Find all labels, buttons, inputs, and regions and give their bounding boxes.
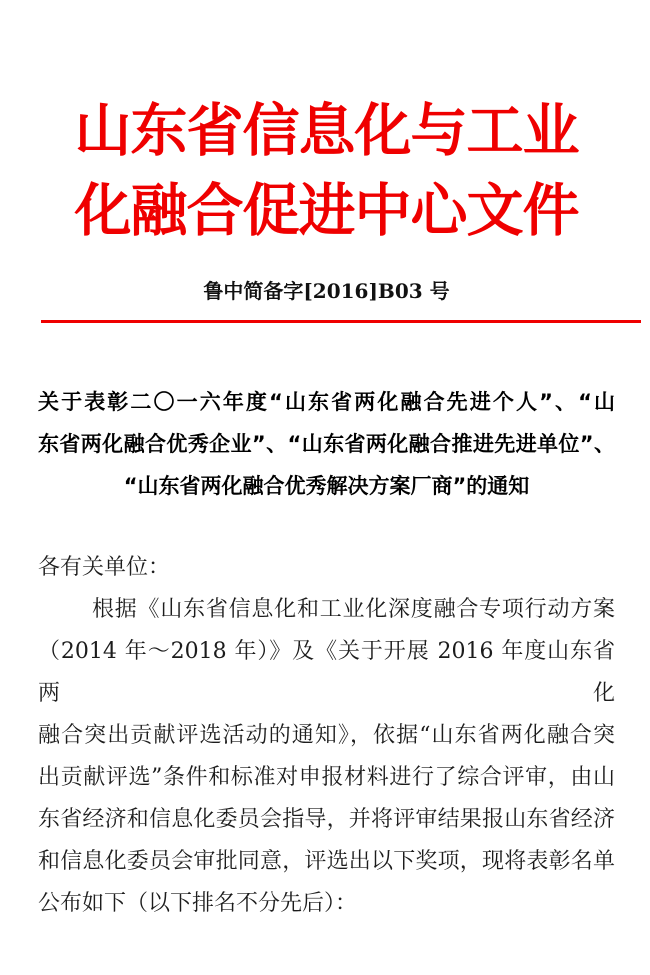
body-text: [38, 547, 615, 925]
org-title-banner: [38, 91, 615, 251]
paragraph-line: （2014 年～2018 年）》及《关于开展 2016 年度山东省两化: [38, 639, 615, 706]
notice-title-line-2: 东省两化融合优秀企业”、“山东省两化融合推进先进单位”、: [38, 432, 615, 456]
paragraph-line: 融合突出贡献评选活动的通知》，依据“山东省两化融合突: [38, 723, 615, 748]
doc-number: 鲁中简备字[2016]B03 号: [203, 279, 450, 303]
red-divider-rule: [41, 320, 641, 323]
org-title-line-1: 山东省信息化与工业: [74, 97, 579, 164]
paragraph-line-last: 公布如下（以下排名不分先后）：: [38, 891, 358, 916]
notice-title-line-1: 关于表彰二〇一六年度“山东省两化融合先进个人”、“山: [38, 390, 615, 414]
paragraph-line: 出贡献评选”条件和标准对申报材料进行了综合评审，由山: [38, 765, 615, 790]
paragraph-line: 根据《山东省信息化和工业化深度融合专项行动方案: [92, 597, 615, 622]
document-content: [0, 91, 650, 925]
salutation: 各有关单位：: [38, 555, 171, 580]
notice-title: [38, 381, 615, 507]
paragraph-line: 和信息化委员会审批同意，评选出以下奖项，现将表彰名单: [38, 849, 615, 874]
org-title-line-2: 化融合促进中心文件: [74, 177, 579, 244]
notice-title-line-3: “山东省两化融合优秀解决方案厂商”的通知: [123, 474, 530, 498]
paragraph-line: 东省经济和信息化委员会指导，并将评审结果报山东省经济: [38, 807, 615, 832]
